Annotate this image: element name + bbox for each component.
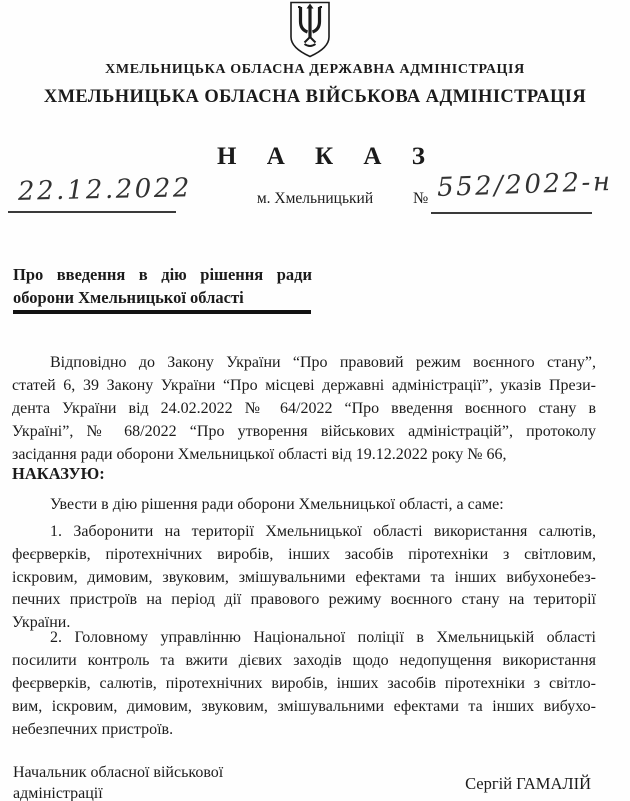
text-line: засідання ради оборони Хмельницької області від 19.12.2022 року № 66, <box>12 446 507 463</box>
letterhead-state-administration: ХМЕЛЬНИЦЬКА ОБЛАСНА ДЕРЖАВНА АДМІНІСТРАЦІЯ <box>105 62 525 77</box>
date-underline <box>8 211 176 213</box>
order-item-2 <box>12 626 596 741</box>
order-date-handwritten: 22.12.2022 <box>17 173 193 207</box>
text-line: статей 6, 39 Закону України “Про місцеві державні адміністрації”, указів Прези- <box>12 377 596 394</box>
text-line: посилити контроль та вжити дієвих заходів щодо недопущення використання <box>12 652 596 669</box>
signatory-position <box>13 762 223 801</box>
intro-line <box>12 493 596 516</box>
text-line: феєрверків, салютів, піротехнічних виробів, інших засобів піротехніки з світло- <box>12 675 596 692</box>
order-number-handwritten: 552/2022-н <box>436 166 613 204</box>
ukraine-trident-emblem-icon <box>288 1 332 58</box>
preamble-paragraph <box>12 351 596 466</box>
text-line: Про введення в дію рішення ради <box>13 265 312 284</box>
order-subject <box>13 263 312 309</box>
signatory-name: Сергій ГАМАЛІЙ <box>465 774 591 793</box>
order-title: Н А К А З <box>217 143 437 170</box>
text-line: феєрверків, піротехнічних виробів, інших засобів піротехніки з світловим, <box>12 545 596 563</box>
order-number-sign: № <box>413 190 429 207</box>
text-line: оборони Хмельницької області <box>13 288 244 307</box>
text-line: небезпечних пристроїв. <box>12 721 174 738</box>
letterhead-military-administration: ХМЕЛЬНИЦЬКА ОБЛАСНА ВІЙСЬКОВА АДМІНІСТРАЦІЯ <box>43 87 587 107</box>
text-line: України. <box>12 614 71 632</box>
decree-word: НАКАЗУЮ: <box>12 464 105 483</box>
subject-underline-bar <box>13 310 311 314</box>
order-place: м. Хмельницький <box>256 190 374 207</box>
text-line: вим, іскровим, димовим, звуковим, змішувальними ефектами та інших вибухо- <box>12 698 596 715</box>
text-line: Начальник обласної військової <box>13 764 224 781</box>
number-underline <box>431 212 592 214</box>
text-line: Увести в дію рішення ради оборони Хмельницької області, а саме: <box>50 496 504 513</box>
order-item-1 <box>12 521 596 635</box>
text-line: печних пристроїв на період дії правового режиму воєнного стану на території <box>12 591 596 609</box>
text-line: 2. Головному управлінню Національної поліції в Хмельницькій області <box>50 629 596 646</box>
text-line: дента України від 24.02.2022 № 64/2022 “Про введення воєнного стану в <box>12 400 596 417</box>
text-line: 1. Заборонити на території Хмельницької області використання салютів, <box>50 523 596 540</box>
text-line: Україні”, № 68/2022 “Про утворення військових адміністрацій”, протоколу <box>12 423 596 440</box>
text-line: адміністрації <box>13 785 103 801</box>
text-line: іскровим, димовим, звуковим, змішувальними ефектами та інших вибухонебез- <box>12 568 596 586</box>
text-line: Відповідно до Закону України “Про правовий режим воєнного стану”, <box>50 354 596 371</box>
